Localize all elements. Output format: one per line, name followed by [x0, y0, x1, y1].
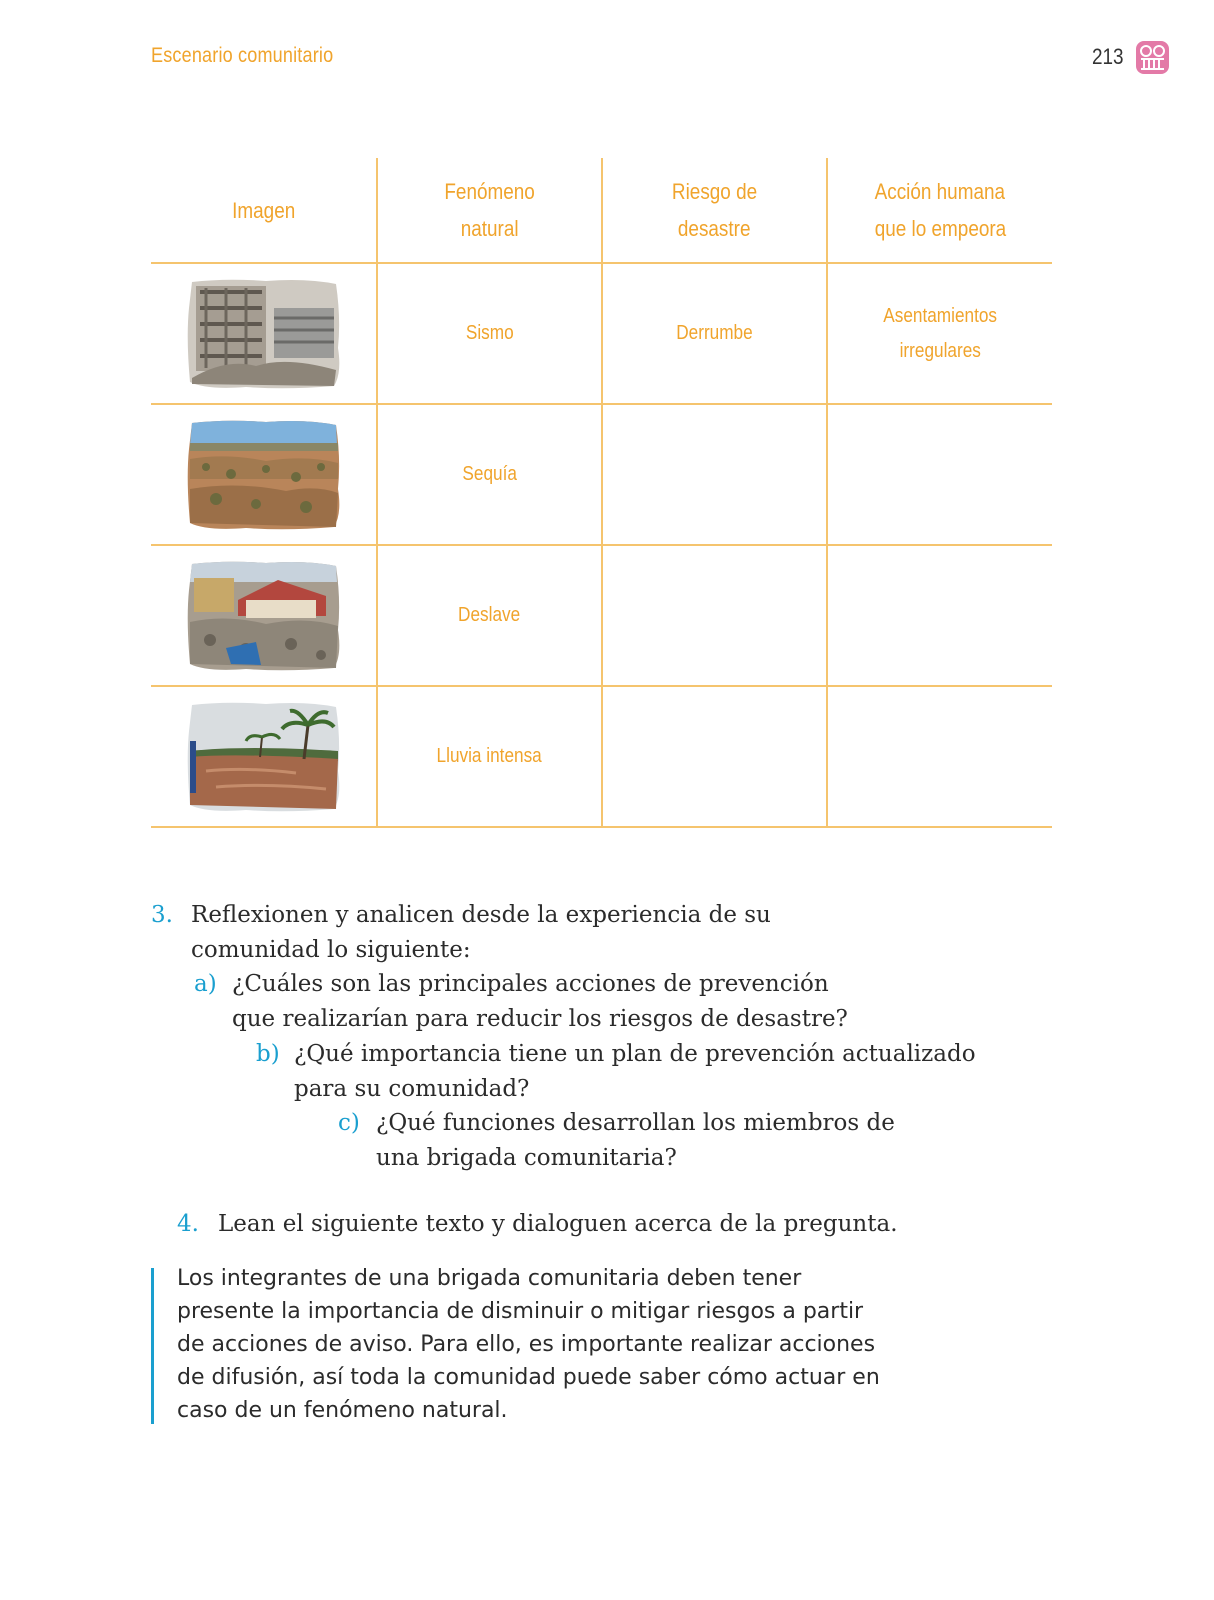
image-cell	[151, 686, 377, 827]
accion-cell	[827, 686, 1052, 827]
table-row	[151, 404, 1052, 545]
header-riesgo-desastre: Riesgo de desastre	[602, 158, 827, 263]
quote-bar	[151, 1268, 154, 1424]
fenomeno-cell: Sequía	[377, 404, 602, 545]
dry-land-photo-icon	[186, 419, 341, 530]
quote-text: Los integrantes de una brigada comunitaria deben tener presente la importancia de disminuir o mitigar riesgos a partir de acciones de aviso. Para ello, es importante realizar acciones de difusión, así toda la comunidad puede saber cómo actuar en caso de un fenómeno natural.	[177, 1266, 880, 1423]
collapsed-building-photo-icon	[186, 278, 341, 389]
accion-cell: Asentamientos irregulares	[827, 263, 1052, 404]
question-3b-label: b)	[256, 1041, 280, 1067]
section-title: Escenario comunitario	[151, 44, 334, 67]
fenomeno-cell: Lluvia intensa	[377, 686, 602, 827]
table-row	[151, 263, 1052, 404]
question-4-number: 4.	[177, 1211, 199, 1237]
riesgo-cell	[602, 686, 827, 827]
question-3c-text: ¿Qué funciones desarrollan los miembros de una brigada comunitaria?	[376, 1110, 895, 1171]
image-cell	[151, 545, 377, 686]
riesgo-cell: Derrumbe	[602, 263, 827, 404]
landslide-debris-photo-icon	[186, 560, 341, 671]
question-3a	[194, 967, 914, 1037]
flood-photo-icon	[186, 701, 341, 812]
image-cell	[151, 263, 377, 404]
question-3a-label: a)	[194, 971, 217, 997]
riesgo-cell	[602, 545, 827, 686]
question-3	[151, 898, 871, 968]
image-cell	[151, 404, 377, 545]
question-3a-text: ¿Cuáles son las principales acciones de prevención que realizarían para reducir los riesgos de desastre?	[232, 971, 848, 1032]
question-4-text: Lean el siguiente texto y dialoguen acerca de la pregunta.	[218, 1211, 898, 1237]
glyph-logo-icon	[1135, 40, 1170, 75]
question-3b-text: ¿Qué importancia tiene un plan de prevención actualizado para su comunidad?	[294, 1041, 976, 1102]
header-imagen: Imagen	[151, 158, 377, 263]
question-3-text: Reflexionen y analicen desde la experiencia de su comunidad lo siguiente:	[191, 902, 771, 963]
table-header-row	[151, 158, 1052, 263]
question-3c	[338, 1106, 1058, 1176]
table-row	[151, 686, 1052, 827]
question-3b	[256, 1037, 1056, 1107]
accion-cell	[827, 545, 1052, 686]
question-4	[177, 1207, 1077, 1242]
table-row	[151, 545, 1052, 686]
disaster-risk-table	[151, 158, 1052, 828]
header-fenomeno-natural: Fenómeno natural	[377, 158, 602, 263]
accion-cell	[827, 404, 1052, 545]
fenomeno-cell: Deslave	[377, 545, 602, 686]
page-number: 213	[1092, 44, 1124, 69]
riesgo-cell	[602, 404, 827, 545]
fenomeno-cell: Sismo	[377, 263, 602, 404]
question-3-number: 3.	[151, 902, 173, 928]
question-3c-label: c)	[338, 1110, 360, 1136]
header-accion-humana: Acción humana que lo empeora	[827, 158, 1052, 263]
